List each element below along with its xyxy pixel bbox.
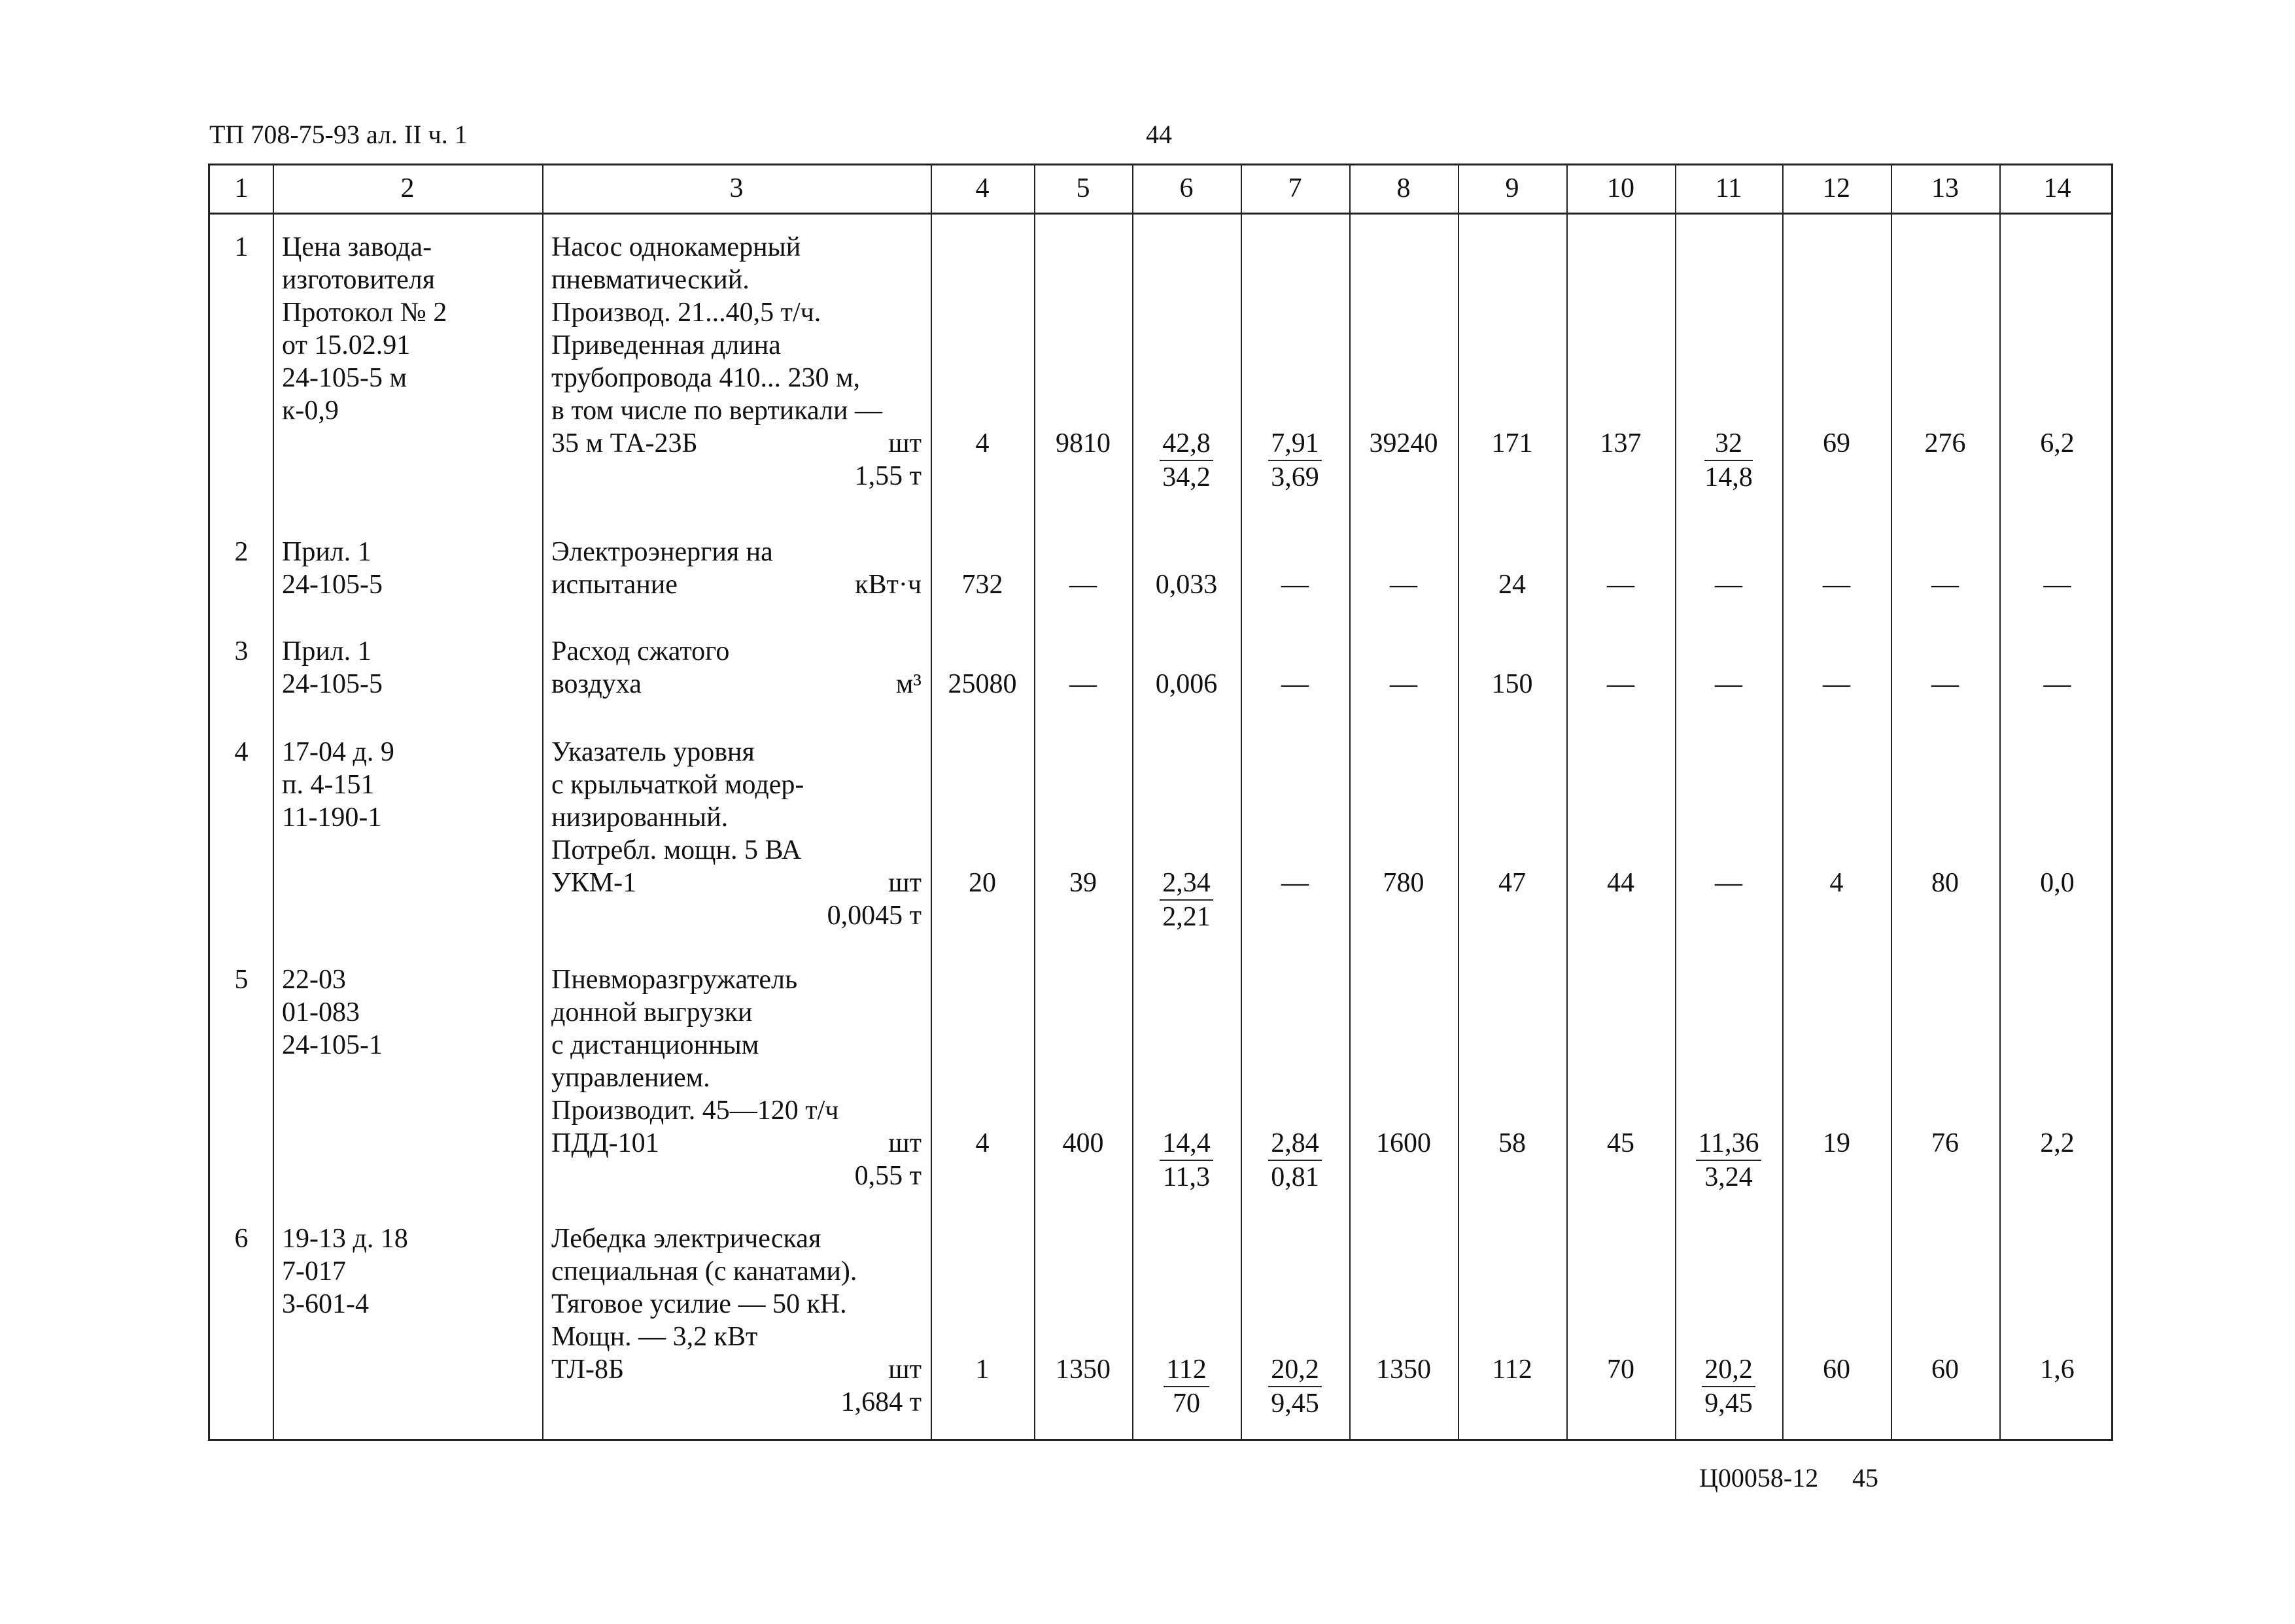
fraction-value xyxy=(1164,1353,1209,1420)
source-line: п. 4-151 xyxy=(282,770,375,800)
column-divider xyxy=(1458,165,1459,1439)
fraction-numerator: 112 xyxy=(1164,1353,1209,1387)
description-line: Тяговое усилие — 50 кН. xyxy=(551,1289,847,1319)
row-number: 1 xyxy=(234,232,249,262)
source-line: к-0,9 xyxy=(282,396,339,426)
source-line: 24-105-5 xyxy=(282,669,383,699)
column-divider xyxy=(273,165,274,1439)
value-col-8: 780 xyxy=(1383,868,1424,898)
source-reference xyxy=(282,736,394,834)
value-col-4: 4 xyxy=(975,428,990,458)
fraction-denominator: 70 xyxy=(1172,1389,1200,1419)
value-col-4: 25080 xyxy=(948,669,1017,699)
value-col-13: 80 xyxy=(1931,868,1959,898)
column-divider xyxy=(1999,165,2001,1439)
source-line: 24-105-5 xyxy=(282,570,383,600)
row-number: 3 xyxy=(234,636,249,666)
specification-table xyxy=(208,164,2113,1441)
column-header: 2 xyxy=(400,173,415,203)
column-divider xyxy=(1675,165,1676,1439)
value-col-10: — xyxy=(1607,669,1634,699)
value-col-10: 45 xyxy=(1607,1128,1634,1158)
description-line: 35 м ТА-23Б xyxy=(551,428,698,458)
fraction-numerator: 2,34 xyxy=(1160,867,1213,901)
column-header: 12 xyxy=(1823,173,1850,203)
column-divider xyxy=(931,165,932,1439)
column-divider xyxy=(1241,165,1242,1439)
description-line: с дистанционным xyxy=(551,1030,759,1060)
fraction-value xyxy=(1704,427,1753,494)
value-col-8: — xyxy=(1390,570,1417,600)
column-header: 5 xyxy=(1076,173,1090,203)
value-col-5: 400 xyxy=(1062,1128,1104,1158)
value-col-10: 137 xyxy=(1600,428,1642,458)
item-description xyxy=(551,231,882,460)
fraction-value xyxy=(1268,1353,1322,1420)
description-line: Насос однокамерный xyxy=(551,232,801,262)
column-divider xyxy=(1132,165,1133,1439)
value-col-6 xyxy=(1132,1127,1241,1194)
description-line: Электроэнергия на xyxy=(551,537,773,567)
column-header: 10 xyxy=(1607,173,1634,203)
fraction-numerator: 42,8 xyxy=(1160,427,1213,461)
column-header: 8 xyxy=(1396,173,1411,203)
unit-of-measure: шт xyxy=(888,1128,922,1158)
value-col-11: — xyxy=(1715,570,1742,600)
value-col-9: 171 xyxy=(1491,428,1533,458)
value-col-5: — xyxy=(1069,570,1097,600)
value-col-8: 1350 xyxy=(1376,1355,1431,1385)
header-divider xyxy=(210,213,2111,215)
fraction-numerator: 20,2 xyxy=(1702,1353,1755,1387)
fraction-numerator: 2,84 xyxy=(1268,1127,1322,1161)
column-header: 9 xyxy=(1505,173,1519,203)
source-reference xyxy=(282,1222,408,1321)
description-line: Мощн. — 3,2 кВт xyxy=(551,1322,758,1352)
unit-of-measure: кВт·ч xyxy=(855,570,922,600)
fraction-denominator: 0,81 xyxy=(1271,1162,1319,1192)
unit-of-measure: шт xyxy=(888,1355,922,1385)
description-line: пневматический. xyxy=(551,265,750,295)
fraction-numerator: 7,91 xyxy=(1268,427,1322,461)
value-col-10: 44 xyxy=(1607,868,1634,898)
source-line: 22-03 xyxy=(282,965,346,995)
column-divider xyxy=(542,165,544,1439)
fraction-denominator: 3,24 xyxy=(1704,1162,1753,1192)
source-reference xyxy=(282,231,447,427)
unit-of-measure: м³ xyxy=(895,669,922,699)
value-col-14: 0,0 xyxy=(2040,868,2075,898)
value-col-11 xyxy=(1675,1127,1782,1194)
description-line: специальная (с канатами). xyxy=(551,1256,857,1287)
column-divider xyxy=(1034,165,1035,1439)
source-line: Прил. 1 xyxy=(282,537,371,567)
value-col-4: 20 xyxy=(969,868,996,898)
fraction-denominator: 3,69 xyxy=(1271,462,1319,492)
value-col-11: — xyxy=(1715,868,1742,898)
value-col-9: 47 xyxy=(1498,868,1526,898)
fraction-numerator: 20,2 xyxy=(1268,1353,1322,1387)
value-col-14: 6,2 xyxy=(2040,428,2075,458)
source-line: 19-13 д. 18 xyxy=(282,1224,408,1254)
value-col-12: — xyxy=(1823,570,1850,600)
fraction-value xyxy=(1696,1127,1762,1194)
source-reference xyxy=(282,536,383,601)
value-col-14: 2,2 xyxy=(2040,1128,2075,1158)
value-col-14: — xyxy=(2043,669,2071,699)
value-col-8: — xyxy=(1390,669,1417,699)
fraction-value xyxy=(1268,427,1322,494)
unit-weight: 0,0045 т xyxy=(827,901,922,931)
source-line: 11-190-1 xyxy=(282,803,382,833)
fraction-numerator: 14,4 xyxy=(1160,1127,1213,1161)
description-line: ТЛ-8Б xyxy=(551,1355,625,1385)
value-col-11 xyxy=(1675,427,1782,494)
source-line: 17-04 д. 9 xyxy=(282,737,394,767)
value-col-9: 24 xyxy=(1498,570,1526,600)
description-line: испытание xyxy=(551,570,678,600)
value-col-11 xyxy=(1675,1353,1782,1420)
value-col-6 xyxy=(1132,867,1241,933)
description-line: ПДД-101 xyxy=(551,1128,659,1158)
footer-page-number: 45 xyxy=(1852,1463,1878,1493)
column-header: 13 xyxy=(1931,173,1959,203)
row-number: 4 xyxy=(234,737,249,767)
value-col-9: 58 xyxy=(1498,1128,1526,1158)
fraction-value xyxy=(1702,1353,1755,1420)
value-col-7 xyxy=(1241,1127,1349,1194)
value-col-10: 70 xyxy=(1607,1355,1634,1385)
source-line: Цена завода- xyxy=(282,232,432,262)
description-line: Производ. 21...40,5 т/ч. xyxy=(551,298,821,328)
column-divider xyxy=(1349,165,1351,1439)
description-line: Потребл. мощн. 5 ВА xyxy=(551,835,802,865)
fraction-numerator: 11,36 xyxy=(1696,1127,1762,1161)
value-col-12: 69 xyxy=(1823,428,1850,458)
fraction-denominator: 34,2 xyxy=(1162,462,1211,492)
fraction-denominator: 9,45 xyxy=(1704,1389,1753,1419)
value-col-5: 39 xyxy=(1069,868,1097,898)
value-col-13: 60 xyxy=(1931,1355,1959,1385)
value-col-7 xyxy=(1241,427,1349,494)
value-col-9: 150 xyxy=(1491,669,1533,699)
source-line: изготовителя xyxy=(282,265,436,295)
source-line: 24-105-1 xyxy=(282,1030,383,1060)
column-divider xyxy=(1566,165,1568,1439)
column-header: 1 xyxy=(234,173,249,203)
fraction-numerator: 32 xyxy=(1704,427,1753,461)
row-number: 2 xyxy=(234,537,249,567)
value-col-5: — xyxy=(1069,669,1097,699)
value-col-8: 1600 xyxy=(1376,1128,1431,1158)
source-line: 24-105-5 м xyxy=(282,363,407,393)
column-header: 14 xyxy=(2043,173,2071,203)
source-reference xyxy=(282,963,383,1062)
column-header: 3 xyxy=(729,173,744,203)
column-divider xyxy=(1782,165,1784,1439)
fraction-value xyxy=(1160,867,1213,933)
document-code: ТП 708-75-93 ал. II ч. 1 xyxy=(209,120,468,149)
column-header: 11 xyxy=(1715,173,1742,203)
description-line: трубопровода 410... 230 м, xyxy=(551,363,861,393)
column-header: 7 xyxy=(1288,173,1302,203)
value-col-6: 0,033 xyxy=(1155,570,1218,600)
unit-of-measure: шт xyxy=(888,428,922,458)
column-header: 6 xyxy=(1179,173,1194,203)
description-line: Пневморазгружатель xyxy=(551,965,798,995)
unit-weight: 1,55 т xyxy=(854,461,922,491)
value-col-13: — xyxy=(1931,570,1959,600)
description-line: с крыльчаткой модер- xyxy=(551,770,804,800)
fraction-value xyxy=(1160,1127,1213,1194)
description-line: воздуха xyxy=(551,669,642,699)
fraction-denominator: 2,21 xyxy=(1162,902,1211,932)
column-header: 4 xyxy=(975,173,990,203)
description-line: Приведенная длина xyxy=(551,330,781,360)
value-col-7: — xyxy=(1281,868,1309,898)
source-line: 3-601-4 xyxy=(282,1289,369,1319)
fraction-denominator: 14,8 xyxy=(1704,462,1753,492)
row-number: 6 xyxy=(234,1224,249,1254)
value-col-6 xyxy=(1132,427,1241,494)
description-line: Указатель уровня xyxy=(551,737,755,767)
description-line: в том числе по вертикали — xyxy=(551,396,882,426)
source-line: Прил. 1 xyxy=(282,636,371,666)
value-col-6 xyxy=(1132,1353,1241,1420)
value-col-12: — xyxy=(1823,669,1850,699)
fraction-denominator: 11,3 xyxy=(1163,1162,1210,1192)
value-col-14: — xyxy=(2043,570,2071,600)
unit-of-measure: шт xyxy=(888,868,922,898)
source-line: 01-083 xyxy=(282,997,360,1028)
value-col-5: 9810 xyxy=(1056,428,1111,458)
value-col-7 xyxy=(1241,1353,1349,1420)
source-line: Протокол № 2 xyxy=(282,298,447,328)
value-col-12: 4 xyxy=(1829,868,1844,898)
value-col-9: 112 xyxy=(1492,1355,1532,1385)
footer-code: Ц00058-12 xyxy=(1699,1463,1819,1493)
value-col-4: 1 xyxy=(975,1355,990,1385)
value-col-5: 1350 xyxy=(1056,1355,1111,1385)
description-line: УКМ-1 xyxy=(551,868,637,898)
value-col-4: 4 xyxy=(975,1128,990,1158)
source-line: 7-017 xyxy=(282,1256,346,1287)
source-reference xyxy=(282,635,383,700)
unit-weight: 1,684 т xyxy=(840,1387,922,1417)
description-line: Расход сжатого xyxy=(551,636,730,666)
unit-weight: 0,55 т xyxy=(854,1161,922,1191)
row-number: 5 xyxy=(234,965,249,995)
description-line: низированный. xyxy=(551,803,729,833)
value-col-6: 0,006 xyxy=(1155,669,1218,699)
fraction-value xyxy=(1268,1127,1322,1194)
fraction-denominator: 9,45 xyxy=(1271,1389,1319,1419)
value-col-4: 732 xyxy=(961,570,1003,600)
value-col-8: 39240 xyxy=(1369,428,1438,458)
value-col-13: 76 xyxy=(1931,1128,1959,1158)
source-line: от 15.02.91 xyxy=(282,330,411,360)
value-col-13: 276 xyxy=(1924,428,1966,458)
description-line: Лебедка электрическая xyxy=(551,1224,821,1254)
column-divider xyxy=(1891,165,1892,1439)
value-col-12: 19 xyxy=(1823,1128,1850,1158)
value-col-10: — xyxy=(1607,570,1634,600)
value-col-7: — xyxy=(1281,669,1309,699)
description-line: донной выгрузки xyxy=(551,997,753,1028)
fraction-value xyxy=(1160,427,1213,494)
value-col-11: — xyxy=(1715,669,1742,699)
description-line: управлением. xyxy=(551,1063,710,1093)
value-col-7: — xyxy=(1281,570,1309,600)
value-col-14: 1,6 xyxy=(2040,1355,2075,1385)
value-col-13: — xyxy=(1931,669,1959,699)
description-line: Производит. 45—120 т/ч xyxy=(551,1096,839,1126)
value-col-12: 60 xyxy=(1823,1355,1850,1385)
page-number: 44 xyxy=(1146,120,1172,149)
